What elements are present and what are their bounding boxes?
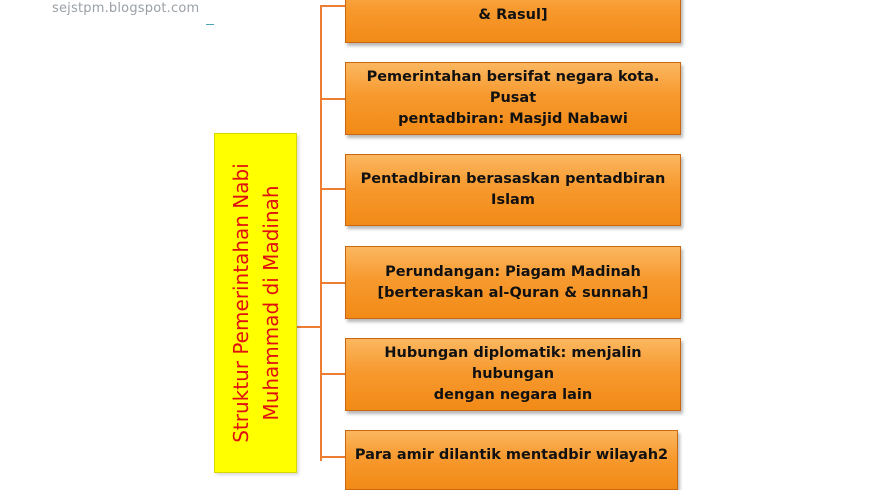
blog-watermark: sejstpm.blogspot.com — [52, 1, 200, 16]
structure-box-islamic-admin: Pentadbiran berasaskan pentadbiran Islam — [345, 154, 681, 226]
watermark-dash — [206, 24, 214, 25]
connector-branch-6 — [320, 456, 346, 458]
connector-branch-1 — [320, 5, 346, 7]
connector-horizontal-title — [297, 326, 321, 328]
connector-branch-4 — [320, 282, 346, 284]
structure-box-legislation: Perundangan: Piagam Madinah [berteraskan al-Quran & sunnah] — [345, 246, 681, 319]
structure-box-city-state: Pemerintahan bersifat negara kota. Pusat pentadbiran: Masjid Nabawi — [345, 62, 681, 135]
connector-trunk — [320, 5, 322, 461]
structure-box-diplomacy: Hubungan diplomatik: menjalin hubungan dengan negara lain — [345, 338, 681, 411]
structure-title: Struktur Pemerintahan Nabi Muhammad di Madinah — [228, 163, 283, 443]
connector-branch-2 — [320, 98, 346, 100]
structure-box-governors: Para amir dilantik mentadbir wilayah2 — [345, 430, 678, 490]
connector-branch-3 — [320, 188, 346, 190]
structure-title-box — [214, 133, 297, 473]
structure-box-leadership: & Rasul] — [345, 0, 681, 43]
connector-branch-5 — [320, 373, 346, 375]
